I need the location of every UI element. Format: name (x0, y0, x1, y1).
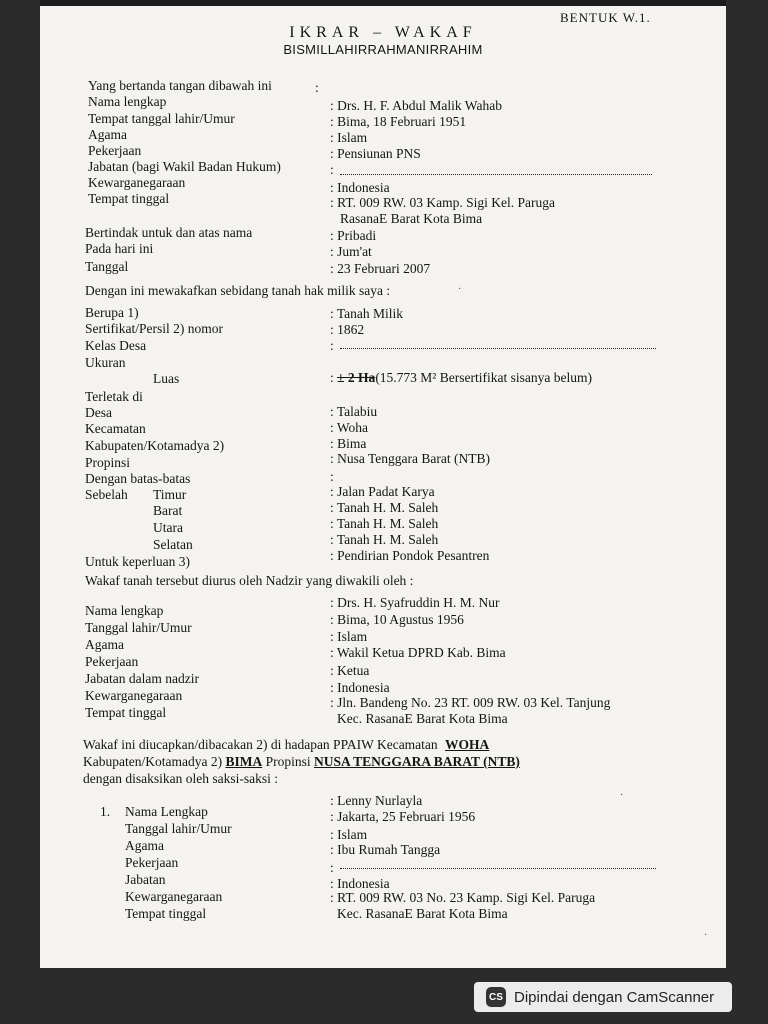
ppaiw-line-1 (83, 737, 489, 753)
saksi-pekerjaan-value: : Ibu Rumah Tangga (330, 842, 441, 857)
nadzir-agama-label: Agama (85, 637, 124, 652)
nadzir-jabatan-label: Jabatan dalam nadzir (85, 671, 199, 686)
tanah-ukuran-label: Ukuran (85, 355, 126, 370)
wakif-nama-label: Nama lengkap (88, 94, 167, 109)
wakif-tempat-tinggal-value: : RT. 009 RW. 03 Kamp. Sigi Kel. Paruga (330, 195, 555, 210)
nadzir-tempat-tinggal-value: : Jln. Bandeng No. 23 RT. 009 RW. 03 Kel. Tanjung (330, 695, 611, 710)
tanah-berupa-label: Berupa 1) (85, 305, 139, 320)
saksi-ttl-value: : Jakarta, 25 Februari 1956 (330, 809, 476, 824)
tanah-sertifikat-value: : 1862 (330, 322, 365, 337)
wakif-tanggal-value: : 23 Februari 2007 (330, 261, 431, 276)
document-title: IKRAR – WAKAF (289, 24, 477, 41)
tanah-luas-colon: : (330, 370, 334, 385)
saksi-nama-label: Nama Lengkap (125, 804, 208, 819)
tanah-timur-value: : Jalan Padat Karya (330, 484, 435, 499)
saksi-nama-value: : Lenny Nurlayla (330, 793, 423, 808)
saksi-jabatan-label: Jabatan (125, 872, 166, 887)
tanah-utara-label: Utara (153, 520, 183, 535)
tanah-kelas-colon: : (330, 338, 334, 353)
wakif-tempat-tinggal-value-2: RasanaE Barat Kota Bima (340, 211, 483, 226)
wakif-agama-label: Agama (88, 127, 127, 142)
wakif-jabatan-label: Jabatan (bagi Wakil Badan Hukum) (88, 159, 281, 174)
tanah-luas-struck: ± 2 Ha (337, 370, 376, 385)
stray-mark: · (458, 284, 462, 295)
wakif-agama-value: : Islam (330, 130, 368, 145)
wakif-tanggal-label: Tanggal (85, 259, 129, 274)
tanah-sertifikat-label: Sertifikat/Persil 2) nomor (85, 321, 223, 336)
nadzir-nama-label: Nama lengkap (85, 603, 164, 618)
tanah-selatan-value: : Tanah H. M. Saleh (330, 532, 439, 547)
saksi-tempat-tinggal-value-2: Kec. RasanaE Barat Kota Bima (337, 906, 508, 921)
tanah-kelas-label: Kelas Desa (85, 338, 147, 353)
tanah-timur-label: Timur (153, 487, 187, 502)
saksi-kewarganegaraan-label: Kewarganegaraan (125, 889, 223, 904)
tanah-kabupaten-label: Kabupaten/Kotamadya 2) (85, 438, 225, 453)
wakif-ttl-value: : Bima, 18 Februari 1951 (330, 114, 467, 129)
wakif-pekerjaan-value: : Pensiunan PNS (330, 146, 421, 161)
scan-edge (40, 0, 726, 6)
wakif-kewarganegaraan-value: : Indonesia (330, 180, 390, 195)
nadzir-agama-value: : Islam (330, 629, 368, 644)
intro-text: Yang bertanda tangan dibawah ini (88, 78, 272, 93)
saksi-jabatan-blank (340, 868, 656, 869)
tanah-desa-value: : Talabiu (330, 404, 378, 419)
tanah-kelas-blank (340, 348, 656, 349)
wakif-bertindak-value: : Pribadi (330, 228, 377, 243)
wakif-jabatan-blank (340, 174, 652, 175)
ppaiw-kecamatan: WOHA (445, 737, 490, 752)
camscanner-text: Dipindai dengan CamScanner (514, 988, 715, 1006)
document-page (40, 0, 726, 968)
saksi-tempat-tinggal-value: : RT. 009 RW. 03 No. 23 Kamp. Sigi Kel. Paruga (330, 890, 596, 905)
nadzir-ttl-label: Tanggal lahir/Umur (85, 620, 192, 635)
nadzir-kewarganegaraan-label: Kewarganegaraan (85, 688, 183, 703)
wakif-ttl-label: Tempat tanggal lahir/Umur (88, 111, 235, 126)
intro-colon: : (315, 80, 319, 95)
tanah-selatan-label: Selatan (153, 537, 193, 552)
tanah-propinsi-value: : Nusa Tenggara Barat (NTB) (330, 451, 491, 466)
wakif-hari-label: Pada hari ini (85, 241, 154, 256)
document-subtitle: BISMILLAHIRRAHMANIRRAHIM (283, 42, 483, 57)
nadzir-tempat-tinggal-label: Tempat tinggal (85, 705, 167, 720)
saksi-agama-label: Agama (125, 838, 164, 853)
nadzir-ttl-value: : Bima, 10 Agustus 1956 (330, 612, 464, 627)
ppaiw-kabupaten: BIMA (225, 754, 263, 769)
saksi-jabatan-colon: : (330, 860, 334, 875)
saksi-ttl-label: Tanggal lahir/Umur (125, 821, 232, 836)
camscanner-badge (474, 982, 732, 1012)
tanah-batas-colon: : (330, 469, 334, 484)
tanah-luas-value: (15.773 M² Bersertifikat sisanya belum) (375, 370, 592, 385)
tanah-batas-label: Dengan batas-batas (85, 471, 191, 486)
tanah-kecamatan-value: : Woha (330, 420, 369, 435)
tanah-sebelah-label: Sebelah (85, 487, 128, 502)
wakif-kewarganegaraan-label: Kewarganegaraan (88, 175, 186, 190)
ppaiw-line-2-text: Kabupaten/Kotamadya 2) (83, 754, 223, 769)
saksi-tempat-tinggal-label: Tempat tinggal (125, 906, 207, 921)
wakif-pekerjaan-label: Pekerjaan (88, 143, 142, 158)
camscanner-logo-icon: CS (486, 987, 506, 1007)
tanah-barat-value: : Tanah H. M. Saleh (330, 500, 439, 515)
tanah-kecamatan-label: Kecamatan (85, 421, 146, 436)
nadzir-jabatan-value: : Ketua (330, 663, 370, 678)
tanah-keperluan-label: Untuk keperluan 3) (85, 554, 190, 569)
ppaiw-line-1-text: Wakaf ini diucapkan/dibacakan 2) di hadapan PPAIW Kecamatan (83, 737, 438, 752)
tanah-barat-label: Barat (153, 503, 183, 518)
tanah-luas-value-row (330, 370, 592, 386)
wakif-jabatan-colon: : (330, 162, 334, 177)
nadzir-kewarganegaraan-value: : Indonesia (330, 680, 390, 695)
tanah-luas-label: Luas (153, 371, 180, 386)
nadzir-nama-value: : Drs. H. Syafruddin H. M. Nur (330, 595, 500, 610)
nadzir-intro-text: Wakaf tanah tersebut diurus oleh Nadzir yang diwakili oleh : (85, 573, 414, 588)
tanah-keperluan-value: : Pendirian Pondok Pesantren (330, 548, 490, 563)
wakif-tempat-tinggal-label: Tempat tinggal (88, 191, 170, 206)
tanah-kabupaten-value: : Bima (330, 436, 367, 451)
statement-text: Dengan ini mewakafkan sebidang tanah hak milik saya : (85, 283, 391, 298)
ppaiw-propinsi-word: Propinsi (265, 754, 311, 769)
nadzir-pekerjaan-label: Pekerjaan (85, 654, 139, 669)
nadzir-tempat-tinggal-value-2: Kec. RasanaE Barat Kota Bima (337, 711, 508, 726)
nadzir-pekerjaan-value: : Wakil Ketua DPRD Kab. Bima (330, 645, 506, 660)
saksi-kewarganegaraan-value: : Indonesia (330, 876, 390, 891)
stray-mark-2: · (620, 790, 624, 801)
saksi-number: 1. (100, 804, 111, 819)
tanah-desa-label: Desa (85, 405, 112, 420)
stray-mark-3: · (704, 930, 708, 941)
saksi-agama-value: : Islam (330, 827, 368, 842)
tanah-berupa-value: : Tanah Milik (330, 306, 404, 321)
ppaiw-line-3: dengan disaksikan oleh saksi-saksi : (83, 771, 278, 786)
tanah-utara-value: : Tanah H. M. Saleh (330, 516, 439, 531)
form-code: BENTUK W.1. (560, 10, 651, 25)
saksi-pekerjaan-label: Pekerjaan (125, 855, 179, 870)
wakif-bertindak-label: Bertindak untuk dan atas nama (85, 225, 253, 240)
tanah-terletak-label: Terletak di (85, 389, 143, 404)
ppaiw-propinsi: NUSA TENGGARA BARAT (NTB) (313, 754, 520, 769)
wakif-nama-value: : Drs. H. F. Abdul Malik Wahab (330, 98, 502, 113)
tanah-propinsi-label: Propinsi (85, 455, 131, 470)
ppaiw-line-2 (83, 754, 520, 770)
wakif-hari-value: : Jum'at (330, 244, 372, 259)
